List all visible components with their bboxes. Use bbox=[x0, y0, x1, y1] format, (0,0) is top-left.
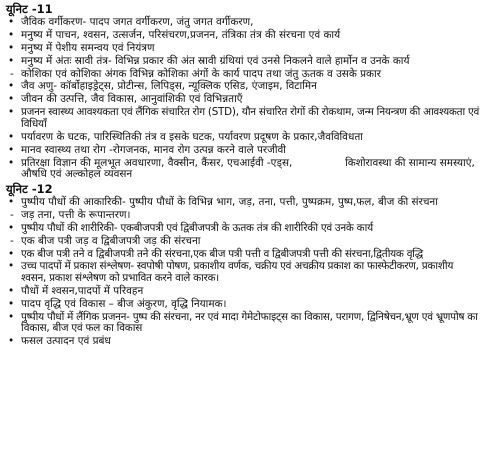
bullet-icon: • bbox=[8, 80, 15, 93]
list-item-text: पादप वृद्धि एवं विकास – बीज अंकुरण, वृद्धि नियामक। bbox=[21, 297, 227, 310]
list-item-text: जीवन की उत्पत्ति, जैव विकास, आनुवांशिकी एवं विभिन्नताएँ bbox=[21, 93, 243, 106]
unit-11-list bbox=[6, 17, 480, 181]
bullet-icon: • bbox=[8, 130, 15, 143]
list-item bbox=[6, 17, 480, 29]
unit-12-list bbox=[6, 197, 480, 348]
list-item bbox=[6, 43, 480, 55]
bullet-icon: • bbox=[8, 195, 15, 208]
list-item bbox=[6, 30, 480, 42]
dash-bullet-icon: - bbox=[10, 67, 14, 80]
bullet-icon: • bbox=[8, 54, 15, 67]
list-item bbox=[6, 94, 480, 106]
list-item bbox=[6, 249, 480, 261]
list-item-text: पुष्पीय पौधों की आकारिकी- पुष्पीय पौधों के विभिन्न भाग, जड़, तना, पत्ती, पुष्पक्रम, पुष्प,फल, बीज की संरचना bbox=[21, 195, 438, 208]
bullet-icon: • bbox=[8, 93, 15, 106]
syllabus-document bbox=[6, 2, 480, 349]
bullet-icon: • bbox=[8, 16, 15, 28]
list-item bbox=[6, 210, 480, 222]
bullet-icon: • bbox=[8, 284, 15, 297]
bullet-icon: • bbox=[8, 28, 15, 41]
bullet-icon: • bbox=[8, 297, 15, 310]
list-item bbox=[6, 286, 480, 298]
bullet-icon: • bbox=[8, 221, 15, 234]
list-item bbox=[6, 223, 480, 235]
list-item-text: मनुष्य में पाचन, श्वसन, उत्सर्जन, परिसंचरण,प्रजनन, तंत्रिका तंत्र की संरचना एवं कार्य bbox=[21, 28, 341, 41]
list-item-text: मनुष्य में पेशीय समन्वय एवं नियंत्रण bbox=[21, 41, 155, 54]
bullet-icon: • bbox=[8, 310, 15, 323]
bullet-icon: • bbox=[8, 106, 15, 119]
list-item-text: प्रजनन स्वास्थ्य आवश्यकता एवं लैंगिक संचारित रोग (STD), यौन संचारित रोगों की रोकथाम, जन्म नियन्त्रण की आवश्यकता एवं विधियाँ bbox=[21, 106, 480, 130]
list-item bbox=[6, 145, 480, 157]
bullet-icon: • bbox=[8, 335, 15, 348]
list-item-text: पुष्पीय पौधों में लैंगिक प्रजनन- पुष्प की संरचना, नर एवं मादा गेमेटोफाइट्स का विकास, परागण, द्विनिषेचन,भ्रूण एवं भ्रूणपोष का विकास, बीज एवं फल का विकास bbox=[21, 310, 478, 335]
list-item bbox=[6, 69, 480, 81]
list-item-text: मानव स्वास्थ्य तथा रोग -रोगजनक, मानव रोग उत्पन्न करने वाले परजीवी bbox=[21, 143, 286, 156]
bullet-icon: • bbox=[8, 156, 15, 169]
list-item-text: मनुष्य में अंतः स्रावी तंत्र- विभिन्न प्रकार की अंत स्रावी ग्रंथियां एवं उनसे निकलने वाले हार्मोन व उनके कार्य bbox=[21, 54, 410, 67]
list-item bbox=[6, 158, 480, 181]
list-item bbox=[6, 236, 480, 248]
list-item-text: पौधों में श्वसन,पादपों में परिवहन bbox=[21, 284, 144, 297]
list-item bbox=[6, 336, 480, 348]
list-item bbox=[6, 312, 480, 335]
bullet-icon: • bbox=[8, 41, 15, 54]
list-item bbox=[6, 261, 480, 284]
list-item-text: पर्यावरण के घटक, पारिस्थितिकी तंत्र व इसके घटक, पर्यावरण प्रदूषण के प्रकार,जैवविविधता bbox=[21, 130, 363, 143]
unit-12-title: यूनिट -12 bbox=[6, 181, 53, 196]
unit-11-title: यूनिट -11 bbox=[6, 2, 53, 16]
list-item bbox=[6, 56, 480, 68]
list-item-text: पुष्पीय पौधों की शारीरिकी- एकबीजपत्री एवं द्विबीजपत्री के ऊतक तंत्र की शारीरिकी एवं उनके कार्य bbox=[21, 221, 373, 234]
list-item bbox=[6, 299, 480, 311]
dash-bullet-icon: - bbox=[10, 234, 14, 247]
list-item-text: फसल उत्पादन एवं प्रबंध bbox=[21, 335, 111, 348]
list-item-text: एक बीज पत्री जड़ व द्विबीजपत्री जड़ की संरचना bbox=[21, 234, 201, 247]
list-item-text: प्रतिरक्षा विज्ञान की मूलभूत अवधारणा, वैक्सीन, कैंसर, एचआईवी -एड्स, किशोरावस्था की सामान्य समस्याएं, औषधि एवं अल्कोहल व्यवसन bbox=[21, 156, 479, 181]
list-item-text: उच्च पादपों में प्रकाश संश्लेषण- स्वपोषी पोषण, प्रकाशीय वर्णक, चक्रीय एवं अचक्रीय प्रकाश का फास्फेटीकरण, प्रकाशीय श्वसन, प्रकाश संश्लेषण को प्रभावित करने वाले कारक। bbox=[21, 260, 454, 285]
list-item bbox=[6, 197, 480, 209]
list-item-text: जैविक वर्गीकरण- पादप जगत वर्गीकरण, जंतु जगत वर्गीकरण, bbox=[21, 16, 254, 28]
list-item-text: कोशिका एवं कोशिका अंगक विभिन्न कोशिका अंगों के कार्य पादप तथा जंतु ऊतक व उसके प्रकार bbox=[21, 67, 381, 80]
list-item-text: जैव अणु- कॉर्बोहाइड्रेट्स, प्रोटीन्स, लिपिड्स, न्यूक्लिक एसिड, एंजाइम, विटामिन bbox=[21, 80, 317, 93]
list-item bbox=[6, 132, 480, 144]
list-item-text: जड़ तना, पत्ती के रूपान्तरण। bbox=[21, 208, 131, 221]
bullet-icon: • bbox=[8, 247, 15, 260]
bullet-icon: • bbox=[8, 260, 15, 273]
list-item bbox=[6, 107, 480, 130]
list-item bbox=[6, 81, 480, 93]
dash-bullet-icon: - bbox=[10, 208, 14, 221]
bullet-icon: • bbox=[8, 143, 15, 156]
list-item-text: एक बीज पत्री तने व द्विबीजपत्री तने की संरचना,एक बीज पत्री पत्ती व द्विबीजपत्री पत्ती की संरचना,द्वितीयक वृद्धि bbox=[21, 247, 423, 260]
